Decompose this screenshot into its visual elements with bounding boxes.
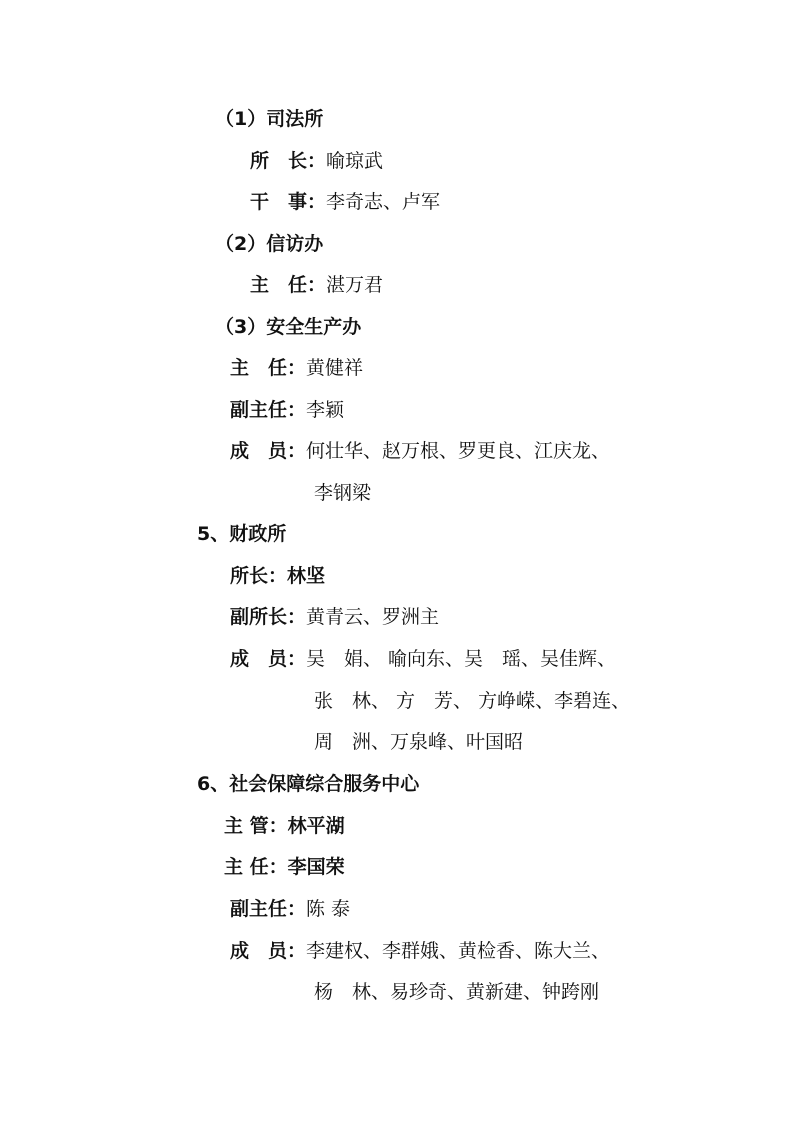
social-members-row <box>230 939 610 963</box>
row-label: 成 员： <box>230 940 307 962</box>
finance-members-row <box>230 647 616 671</box>
safety-director-row <box>230 356 363 380</box>
section-title-safety: （3）安全生产办 <box>215 316 362 338</box>
row-label: 副主任： <box>230 898 307 920</box>
safety-members-row <box>230 439 610 463</box>
row-label: 副所长： <box>230 606 307 628</box>
safety-deputy-row <box>230 398 344 422</box>
row-value: 湛万君 <box>326 274 384 296</box>
row-value: 黄青云、罗洲主 <box>306 606 440 628</box>
row-value: 吴 娟、 喻向东、吴 瑶、吴佳辉、 <box>306 648 617 670</box>
finance-deputy-row <box>230 605 439 629</box>
row-value: 陈 泰 <box>306 898 351 920</box>
row-value: 何壮华、赵万根、罗更良、江庆龙、 <box>306 440 611 462</box>
social-director-row: 主 任：李国荣 <box>224 856 345 878</box>
petition-director-row <box>250 273 383 297</box>
row-label: 副主任： <box>230 399 307 421</box>
row-label: 成 员： <box>230 648 307 670</box>
row-label: 所 长： <box>250 150 327 172</box>
row-label: 成 员： <box>230 440 307 462</box>
row-value: 李奇志、卢军 <box>326 191 441 213</box>
section-title-petition: （2）信访办 <box>215 233 324 255</box>
section-title-judicial: （1）司法所 <box>215 108 324 130</box>
judicial-director-row <box>250 149 383 173</box>
finance-members-line2: 张 林、 方 芳、 方峥嵘、李碧连、 <box>314 690 631 712</box>
social-members-line2: 杨 林、易珍奇、黄新建、钟跨刚 <box>314 981 600 1003</box>
safety-members-continued: 李钢梁 <box>314 482 372 504</box>
row-label: 干 事： <box>250 191 327 213</box>
row-label: 主 任： <box>250 274 327 296</box>
row-value: 黄健祥 <box>306 357 364 379</box>
row-value: 李颖 <box>306 399 345 421</box>
row-label: 主 任： <box>230 357 307 379</box>
social-deputy-row <box>230 897 350 921</box>
section-title-social-security: 6、社会保障综合服务中心 <box>197 773 420 795</box>
finance-director-row: 所长：林坚 <box>230 565 326 587</box>
social-supervisor-row: 主 管：林平湖 <box>224 815 345 837</box>
section-title-finance: 5、财政所 <box>197 523 287 545</box>
row-value: 李建权、李群娥、黄检香、陈大兰、 <box>306 940 611 962</box>
judicial-staff-row <box>250 190 440 214</box>
row-value: 喻琼武 <box>326 150 384 172</box>
finance-members-line3: 周 洲、万泉峰、叶国昭 <box>314 731 524 753</box>
